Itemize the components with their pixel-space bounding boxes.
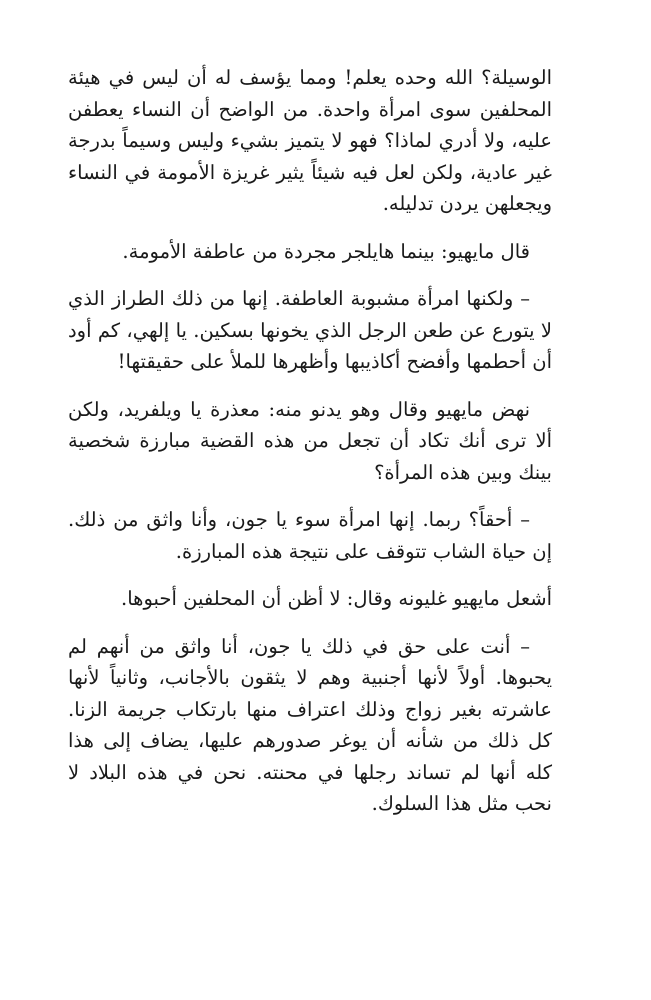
paragraph-5: – أحقاً؟ ربما. إنها امرأة سوء يا جون، وأنا واثق من ذلك. إن حياة الشاب تتوقف على نتيجة هذه المبارزة. (68, 508, 552, 563)
paragraph-6: أشعل مايهيو غليونه وقال: لا أظن أن المحلفين أحبوها. (121, 587, 552, 610)
paragraph-2: قال مايهيو: بينما هايلجر مجردة من عاطفة الأمومة. (122, 239, 530, 263)
paragraph-7: – أنت على حق في ذلك يا جون، أنا واثق من أنهم لم يحبوها. أولاً لأنها أجنبية وهم لا يثقون بالأجانب، وثانياً لأنها عاشرته بغير زواج وذلك اعتراف منها بارتكاب جريمة الزنا. كل ذلك من شأنه أن يوغر صدورهم عليها، يضاف إلى هذا كله أنها لم تساند رجلها في محنته. نحن في هذه البلاد لا نحب مثل هذا السلوك. (68, 634, 552, 815)
paragraph-3: – ولكنها امرأة مشبوبة العاطفة. إنها من ذلك الطراز الذي لا يتورع عن طعن الرجل الذي يخونها بسكين. يا إلهي، كم أود أن أحطمها وأفضح أكاذيبها وأظهرها للملأ على حقيقتها! (68, 287, 552, 373)
book-page (68, 62, 552, 836)
paragraph-1: الوسيلة؟ الله وحده يعلم! ومما يؤسف له أن ليس في هيئة المحلفين سوى امرأة واحدة. من الواضح أن النساء يعطفن عليه، ولا أدري لماذا؟ فهو لا يتميز بشيء وليس وسيماً بدرجة غير عادية، ولكن لعل فيه شيئاً يثير غريزة الأمومة في النساء ويجعلهن يردن تدليله. (68, 66, 552, 215)
paragraph-4: نهض مايهيو وقال وهو يدنو منه: معذرة يا ويلفريد، ولكن ألا ترى أنك تكاد أن تجعل من هذه القضية مبارزة شخصية بينك وبين هذه المرأة؟ (68, 397, 552, 484)
